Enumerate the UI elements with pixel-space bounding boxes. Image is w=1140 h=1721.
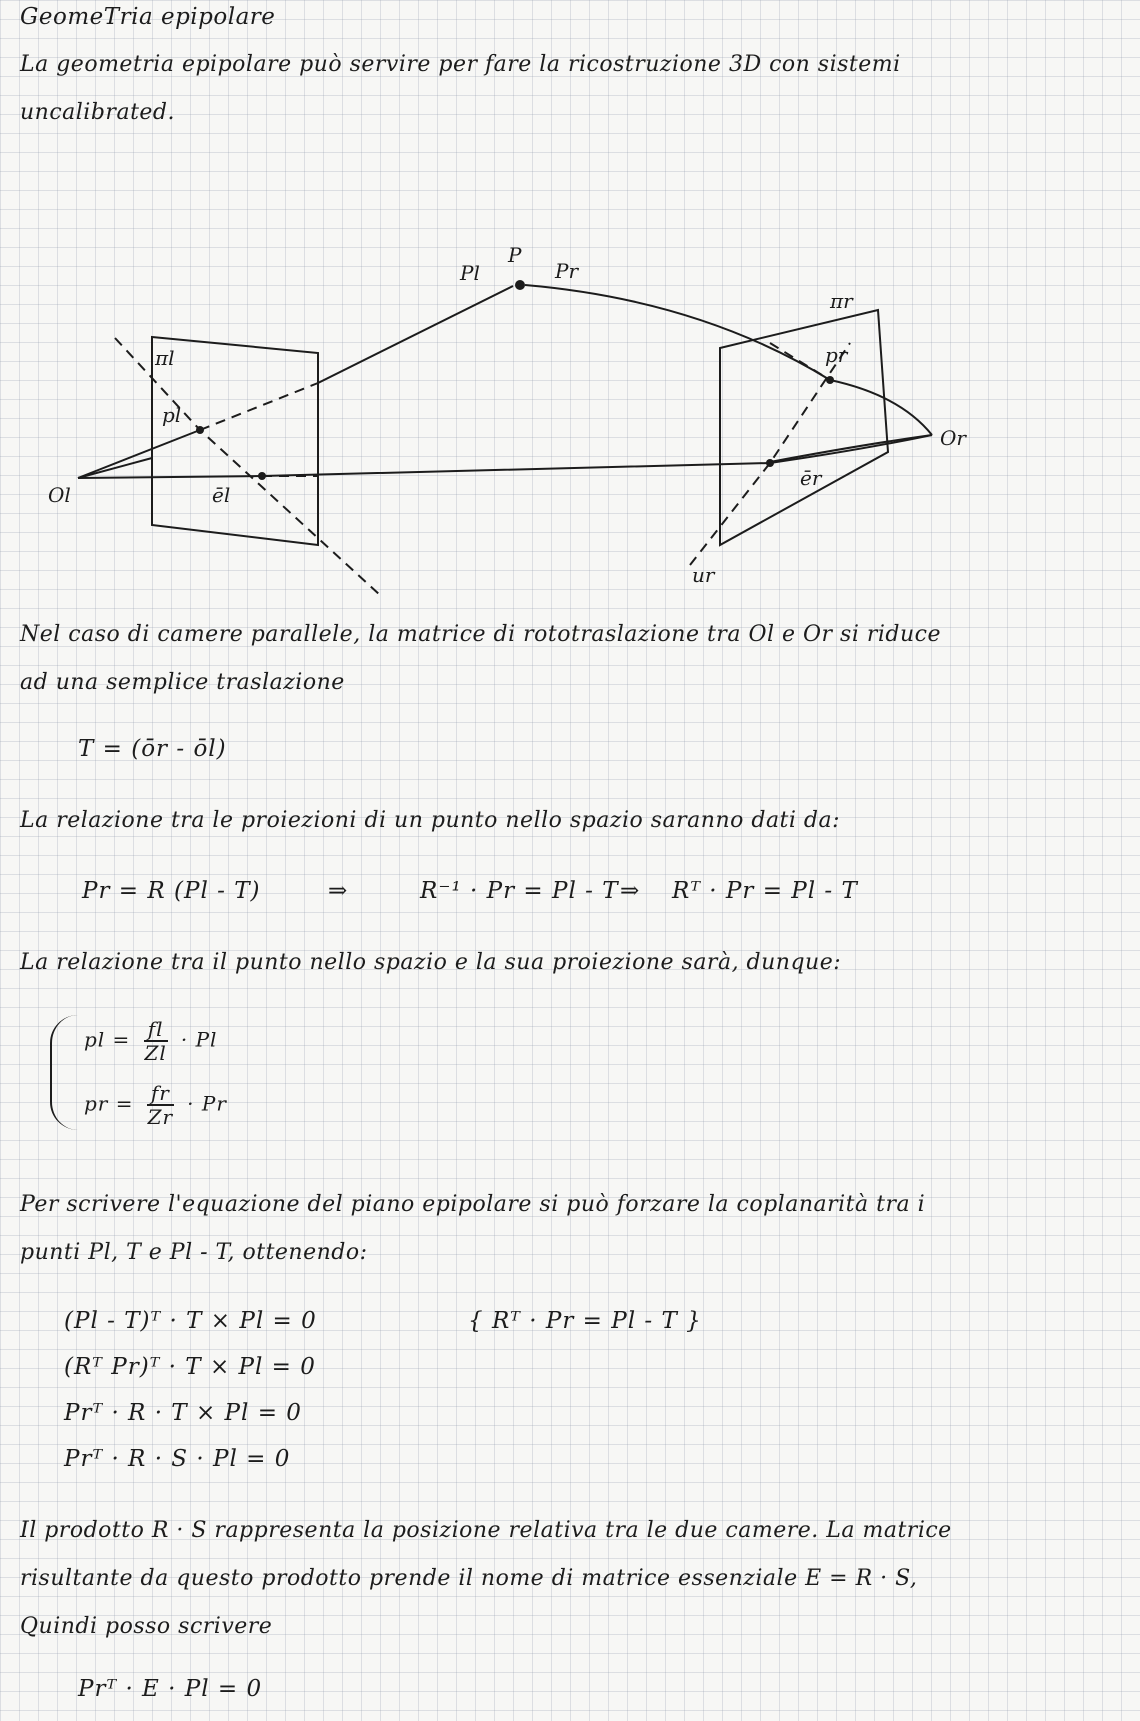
essential-line-1: Il prodotto R · S rappresenta la posizione relativa tra le due camere. La matrice xyxy=(20,1518,952,1543)
system-l-left: pl = xyxy=(84,1027,131,1052)
intro-line-1: La geometria epipolare può servire per fare la ricostruzione 3D con sistemi xyxy=(20,52,901,77)
system-l-fraction xyxy=(144,1018,168,1064)
system-r-den: Zr xyxy=(147,1105,174,1129)
coplanar-line-1: Per scrivere l'equazione del piano epipolare si può forzare la coplanarità tra i xyxy=(20,1192,926,1217)
equation-row-3: Prᵀ · R · T × Pl = 0 xyxy=(64,1400,302,1426)
equation-relation-a: Pr = R (Pl - T) xyxy=(82,878,261,904)
parallel-line-1: Nel caso di camere parallele, la matrice di rototraslazione tra Ol e Or si riduce xyxy=(20,622,942,647)
page-heading: GeomeTria epipolare xyxy=(20,4,276,30)
epipolar-diagram xyxy=(0,240,1140,600)
side-equation: { Rᵀ · Pr = Pl - T } xyxy=(468,1308,702,1334)
relation2-line: La relazione tra il punto nello spazio e la sua proiezione sarà, dunque: xyxy=(20,950,842,975)
label-el: ēl xyxy=(212,483,231,507)
left-image-plane xyxy=(152,337,318,545)
system-l-num: fl xyxy=(144,1018,168,1042)
equation-relation-c: Rᵀ · Pr = Pl - T xyxy=(672,878,858,904)
equation-row-4: Prᵀ · R · S · Pl = 0 xyxy=(64,1446,291,1472)
label-pi-r: πr xyxy=(830,289,853,313)
intro-line-2: uncalibrated. xyxy=(20,100,175,125)
label-ur: ur xyxy=(692,563,715,587)
equation-row-2: (Rᵀ Pr)ᵀ · T × Pl = 0 xyxy=(64,1354,316,1380)
system-left-row xyxy=(84,1018,217,1064)
parallel-line-2: ad una semplice traslazione xyxy=(20,670,345,695)
equation-arrow-1: ⇒ xyxy=(328,878,349,904)
system-r-num: fr xyxy=(147,1082,174,1106)
equation-T: T = (ōr - ōl) xyxy=(78,736,227,762)
system-r-right: · Pr xyxy=(187,1091,227,1116)
coplanar-line-2: punti Pl, T e Pl - T, ottenendo: xyxy=(20,1240,368,1265)
essential-line-2: risultante da questo prodotto prende il nome di matrice essenziale E = R · S, xyxy=(20,1566,918,1591)
system-right-row xyxy=(84,1082,227,1128)
essential-line-3: Quindi posso scrivere xyxy=(20,1614,273,1639)
label-Pl-bar: Pl xyxy=(460,261,480,285)
system-l-right: · Pl xyxy=(180,1027,218,1052)
final-equation: Prᵀ · E · Pl = 0 xyxy=(78,1676,263,1702)
right-image-plane xyxy=(720,310,888,545)
label-pr: pr xyxy=(825,343,848,367)
label-P: P xyxy=(508,243,522,267)
system-r-fraction xyxy=(147,1082,174,1128)
relation-line: La relazione tra le proiezioni di un punto nello spazio saranno dati da: xyxy=(20,808,841,833)
label-Pr-bar: Pr xyxy=(555,259,579,283)
system-l-den: Zl xyxy=(144,1041,167,1065)
system-r-left: pr = xyxy=(84,1091,134,1116)
label-er: ēr xyxy=(800,466,822,490)
equation-row-1: (Pl - T)ᵀ · T × Pl = 0 xyxy=(64,1308,317,1334)
label-pl: pl xyxy=(162,403,182,427)
system-brace xyxy=(50,1015,78,1130)
equation-arrow-2: ⇒ xyxy=(620,878,641,904)
equation-relation-b: R⁻¹ · Pr = Pl - T xyxy=(420,878,619,904)
label-pi-l: πl xyxy=(155,346,175,370)
label-Or: Or xyxy=(940,426,966,450)
label-Ol: Ol xyxy=(48,483,71,507)
